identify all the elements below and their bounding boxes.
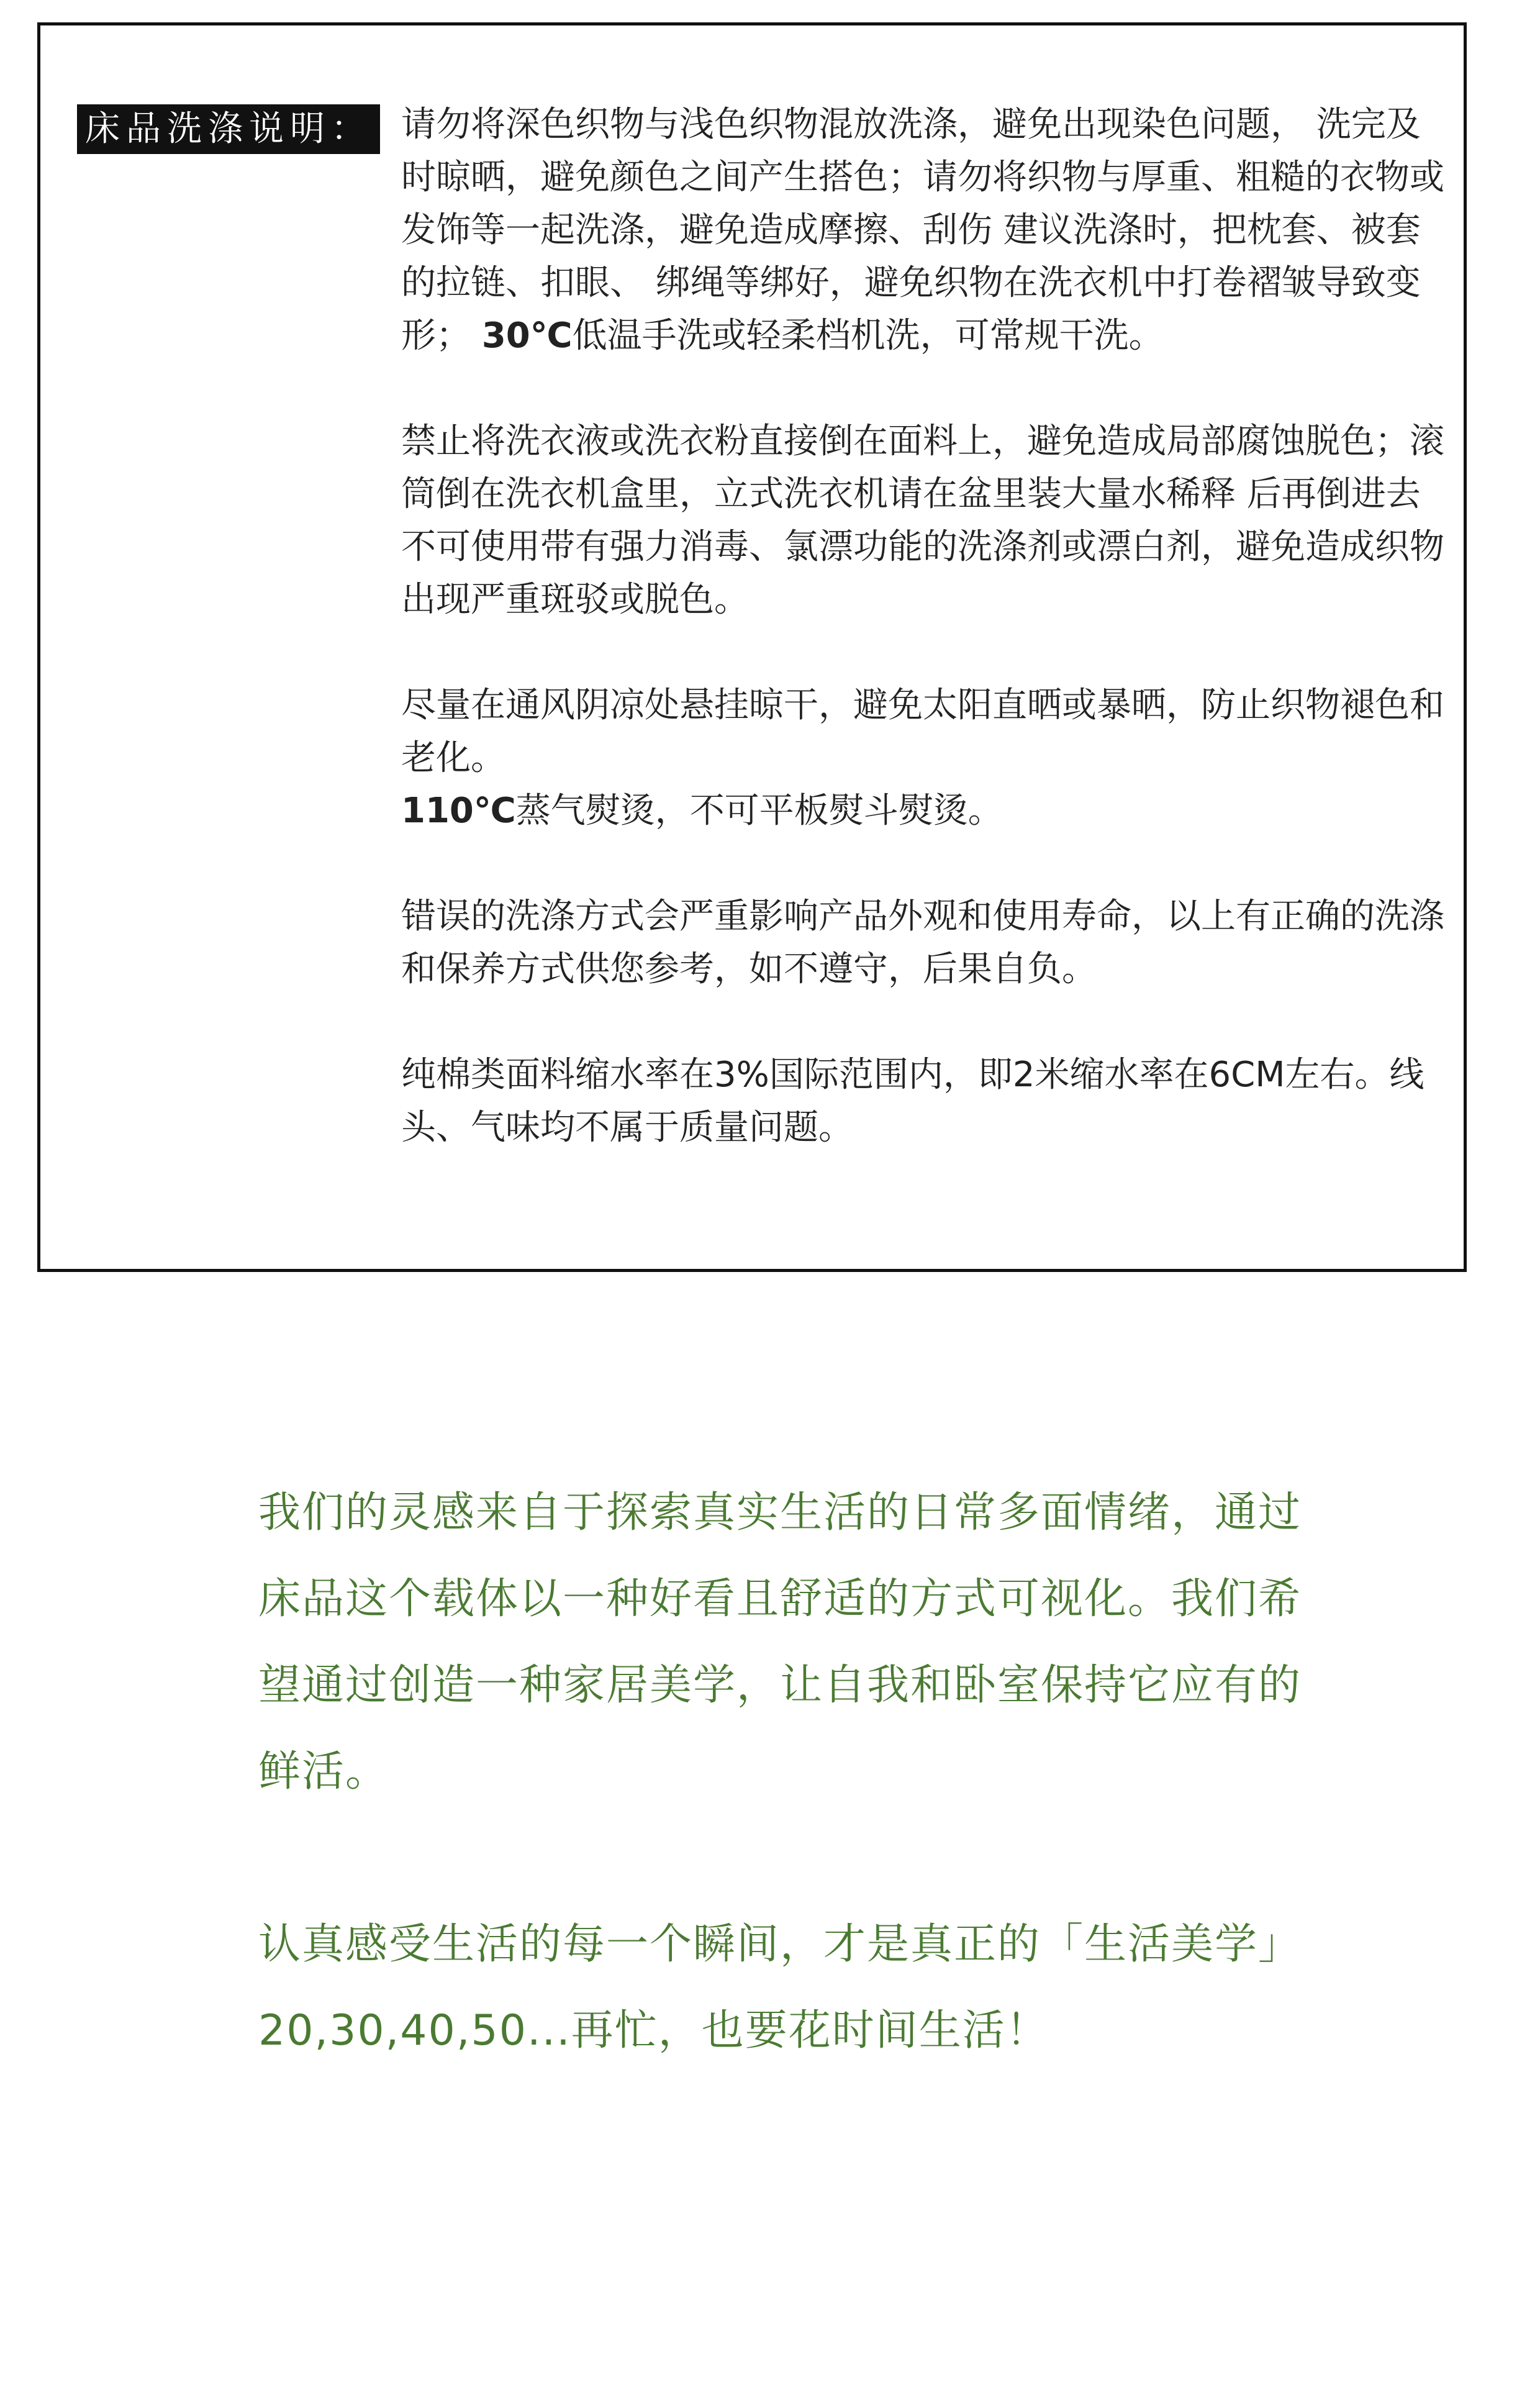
iron-note: 蒸气熨烫，不可平板熨斗熨烫。: [515, 791, 1003, 831]
wash-temperature: 30℃: [481, 316, 573, 356]
brand-story-paragraph-2: 认真感受生活的每一个瞬间，才是真正的「生活美学」20,30,40,50...再忙，也要花时间生活！: [258, 1920, 1302, 2055]
brand-story: [258, 1470, 1314, 2074]
brand-story-paragraph-1: 我们的灵感来自于探索真实生活的日常多面情绪，通过床品这个载体以一种好看且舒适的方式可视化。我们希望通过创造一种家居美学，让自我和卧室保持它应有的鲜活。: [258, 1488, 1302, 1796]
care-paragraph-detergent: 禁止将洗衣液或洗衣粉直接倒在面料上，避免造成局部腐蚀脱色；滚筒倒在洗衣机盒里，立式洗衣机请在盆里装大量水稀释 后再倒进去不可使用带有强力消毒、氯漂功能的洗涤剂或漂白剂，避免造成织物出现严重斑驳或脱色。: [401, 421, 1444, 620]
care-paragraph-mixing-body: 请勿将深色织物与浅色织物混放洗涤，避免出现染色问题， 洗完及时晾晒，避免颜色之间产生搭色；请勿将织物与厚重、粗糙的衣物或发饰等一起洗涤，避免造成摩擦、刮伤 建议洗涤时，把枕套、被套的拉链、扣眼、 绑绳等绑好，避免织物在洗衣机中打卷褶皱导致变形；: [401, 104, 1444, 356]
iron-temperature: 110℃: [401, 791, 516, 831]
care-paragraph-warning: 错误的洗涤方式会严重影响产品外观和使用寿命，以上有正确的洗涤和保养方式供您参考，如不遵守，后果自负。: [401, 896, 1444, 989]
care-paragraph-drying: 尽量在通风阴凉处悬挂晾干，避免太阳直晒或暴晒，防止织物褪色和老化。: [401, 685, 1444, 778]
care-paragraph-mixing: [401, 98, 1451, 362]
care-paragraph-ironing: [401, 784, 1451, 837]
care-instructions-label: 床品洗涤说明：: [77, 104, 380, 154]
wash-temperature-note: 低温手洗或轻柔档机洗，可常规干洗。: [572, 316, 1164, 356]
care-paragraph-shrinkage: 纯棉类面料缩水率在3%国际范围内，即2米缩水率在6CM左右。线头、气味均不属于质量问题。: [401, 1055, 1424, 1148]
care-instructions-text: [401, 98, 1451, 1154]
